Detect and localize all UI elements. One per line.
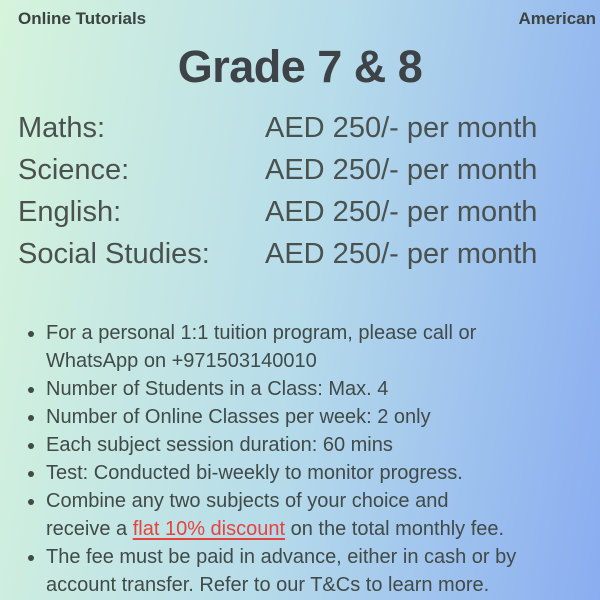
pricing-table (18, 107, 600, 275)
subject-label: Science: (18, 154, 130, 186)
header-left-text: Online Tutorials (18, 9, 147, 28)
subject-label: English: (18, 196, 122, 228)
pricing-row (18, 149, 600, 191)
price-value: AED 250/- per month (265, 196, 538, 228)
bullet-item (46, 403, 588, 431)
pricing-row (18, 191, 600, 233)
bullet-text: Each subject session duration: 60 mins (46, 434, 393, 456)
bullet-item (46, 459, 588, 487)
bullet-text-phone: WhatsApp on +971503140010 (46, 350, 317, 372)
discount-link[interactable]: flat 10% discount (132, 518, 286, 540)
bullet-text: For a personal 1:1 tuition program, please call or (46, 322, 477, 344)
bullet-text: account transfer. Refer to our T&Cs to learn more. (46, 574, 490, 596)
bullet-text: receive a (46, 518, 133, 540)
subject-label: Social Studies: (18, 238, 210, 270)
bullet-text: Combine any two subjects of your choice and (46, 490, 449, 512)
price-value: AED 250/- per month (265, 154, 538, 186)
page-title: Grade 7 & 8 (177, 41, 423, 92)
info-bullet-list (0, 319, 600, 599)
pricing-row (18, 107, 600, 149)
bullet-text: on the total monthly fee. (285, 518, 505, 540)
bullet-item (46, 431, 588, 459)
bullet-text: Test: Conducted bi-weekly to monitor progress. (46, 462, 463, 484)
bullet-item (46, 319, 588, 375)
header-bar (0, 0, 600, 29)
bullet-item (46, 375, 588, 403)
bullet-text: The fee must be paid in advance, either in cash or by (46, 546, 517, 568)
bullet-text: Number of Online Classes per week: 2 only (46, 406, 431, 428)
price-value: AED 250/- per month (265, 238, 538, 270)
pricing-row (18, 233, 600, 275)
bullet-item (46, 487, 588, 543)
bullet-item (46, 543, 588, 599)
price-value: AED 250/- per month (265, 112, 538, 144)
header-right-text: American (518, 9, 596, 28)
bullet-text: Number of Students in a Class: Max. 4 (46, 378, 389, 400)
subject-label: Maths: (18, 112, 106, 144)
